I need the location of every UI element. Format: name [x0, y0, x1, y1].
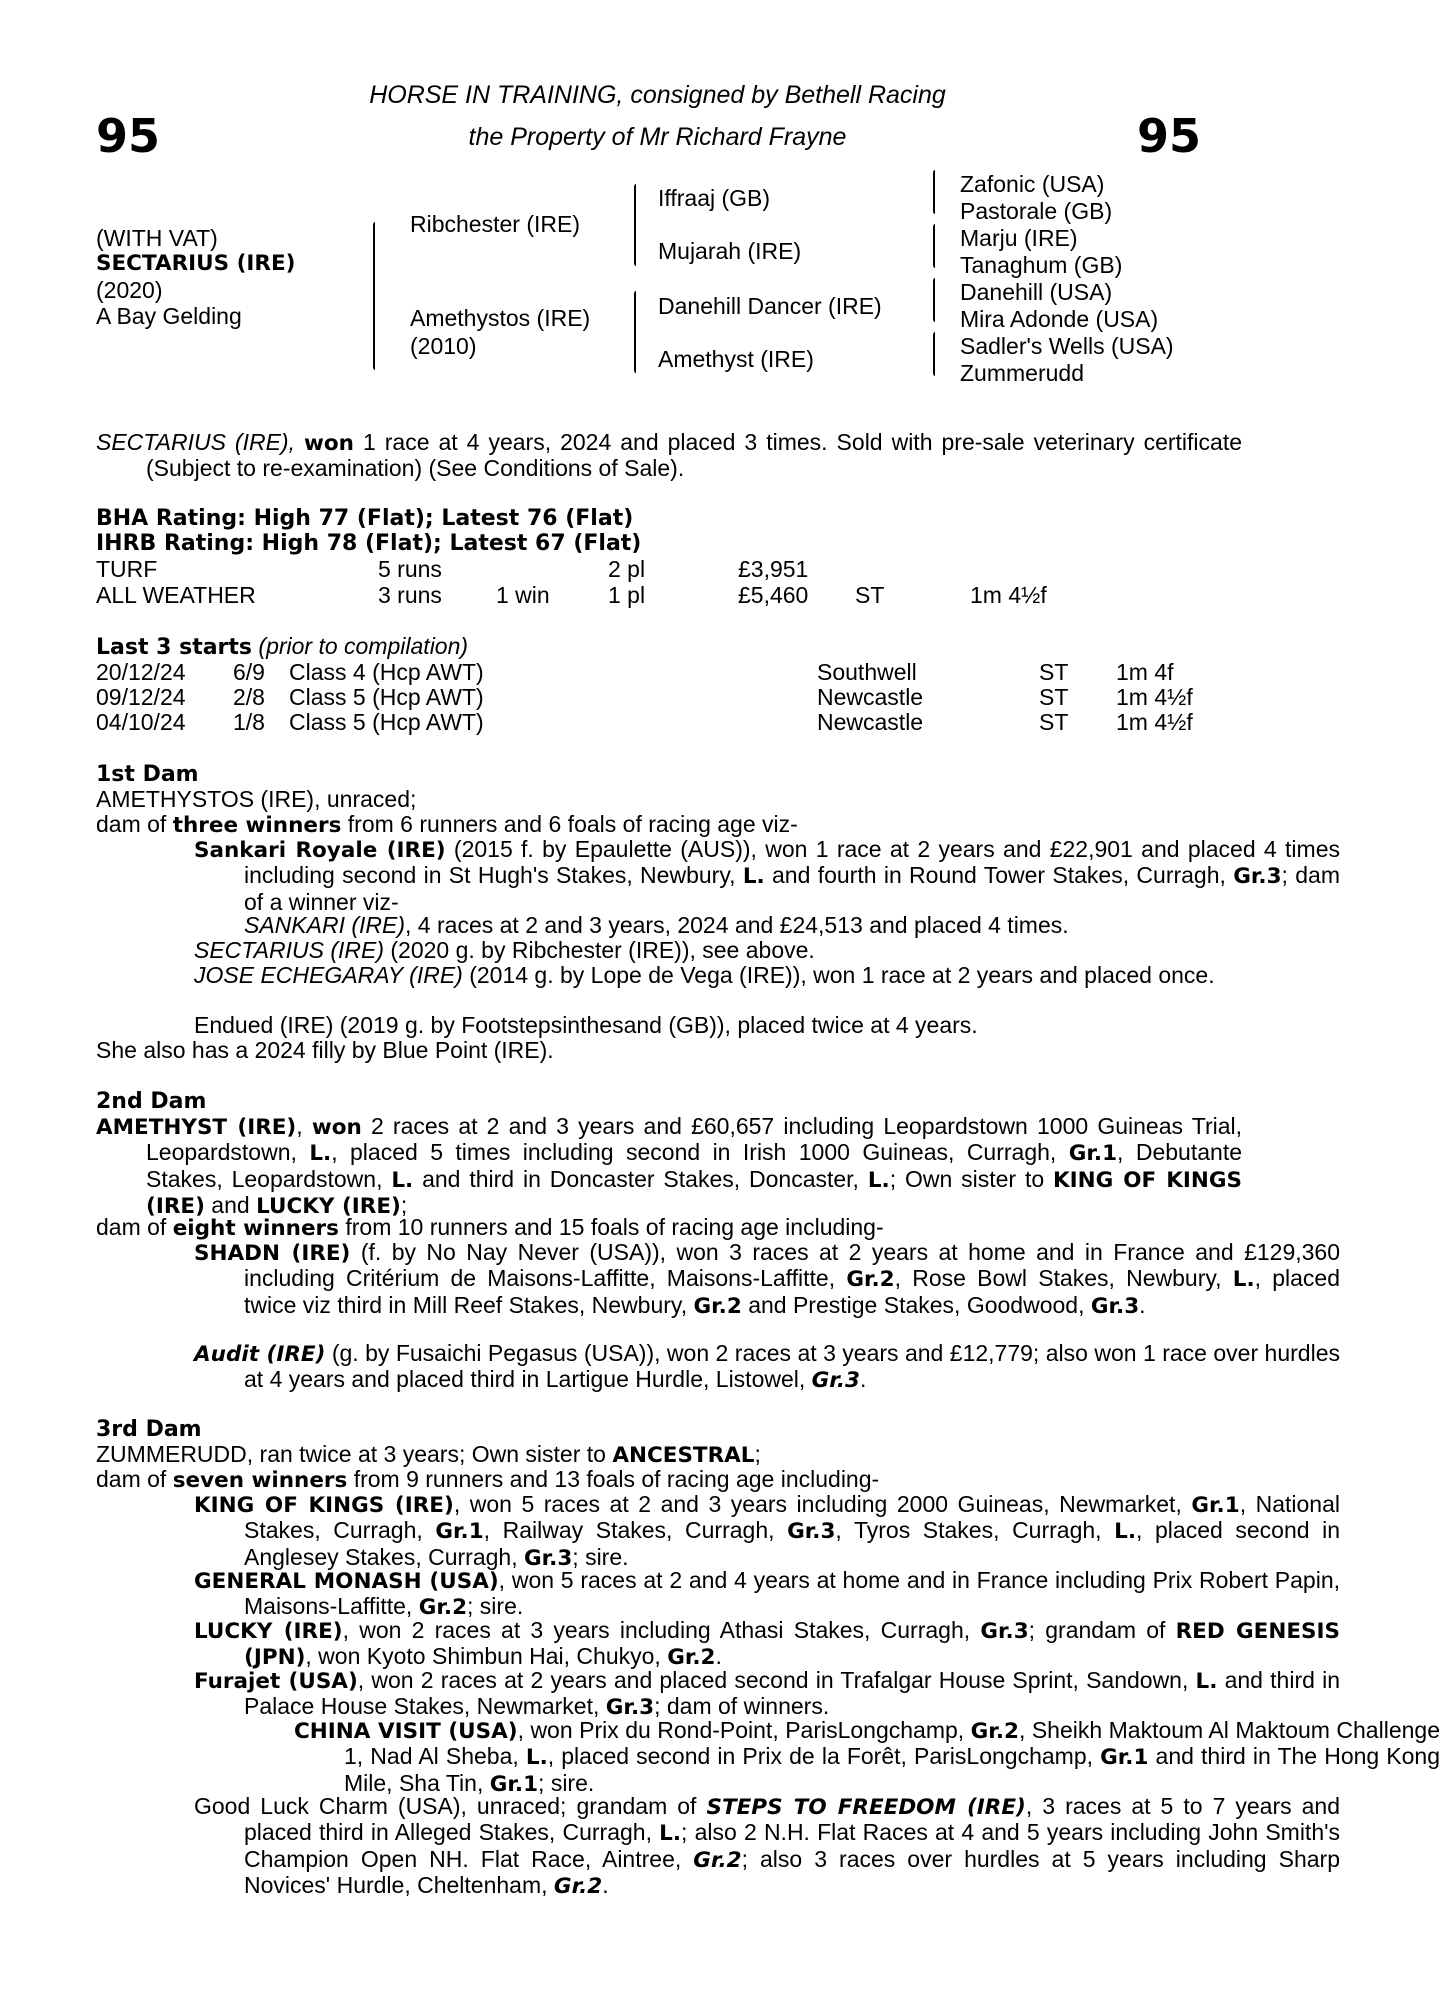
produce-sankari — [96, 913, 1390, 938]
grade-mark: Gr.1 — [1100, 1745, 1149, 1771]
text: , 3 races at 5 to 7 years and placed third in Alleged Stakes, Curragh, — [244, 1793, 1341, 1846]
produce-furajet — [96, 1668, 1340, 1721]
produce-endued: Endued (IRE) (2019 g. by Footstepsinthesand (GB)), placed twice at 4 years. — [194, 1012, 978, 1038]
text: dam of — [96, 1466, 173, 1492]
pedigree-g-2: Pastorale (GB) — [960, 198, 1113, 224]
text: ; also 2 N.H. Flat Races at 4 and 5 years including John Smith's Champion Open NH. Flat Race, Aintree, — [244, 1819, 1341, 1872]
text: , Sheikh Maktoum Al Maktoum Challenge 1, Nad Al Sheba, — [344, 1717, 1440, 1770]
first-dam-line: AMETHYSTOS (IRE), unraced; — [96, 786, 417, 812]
start-position: 2/8 — [233, 684, 265, 710]
text: (f. by No Nay Never (USA)), won 3 races at 2 years at home and in France and £129,360 including Critérium de Maisons-Laffitte, Maisons-Laffitte, — [244, 1239, 1341, 1292]
record-surface: TURF — [96, 556, 158, 582]
text: , Rose Bowl Stakes, Newbury, — [894, 1265, 1233, 1292]
ihrb-rating: IHRB Rating: High 78 (Flat); Latest 67 (Flat) — [96, 531, 642, 556]
first-dam-heading: 1st Dam — [96, 762, 199, 787]
pedigree-g-1: Zafonic (USA) — [960, 171, 1105, 197]
record-distance: 1m 4½f — [970, 582, 1047, 608]
pedigree-g-8: Zummerudd — [960, 360, 1084, 386]
start-class: Class 5 (Hcp AWT) — [289, 709, 484, 735]
listed-mark: L. — [742, 864, 765, 890]
grade-mark: Gr.3 — [523, 1545, 573, 1571]
pedigree-brace-main — [373, 222, 375, 370]
start-position: 1/8 — [233, 709, 265, 735]
second-dam-produce-line — [96, 1215, 884, 1241]
record-track: ST — [855, 582, 885, 608]
text: , won 5 races at 2 and 4 years at home and in France including Prix Robert Papin, Maisons-Laffitte, — [244, 1567, 1340, 1620]
text: ; — [400, 1191, 408, 1218]
grade-mark: Gr.3 — [1090, 1293, 1140, 1319]
third-dam-heading: 3rd Dam — [96, 1417, 202, 1442]
grade-mark: Gr.2 — [553, 1873, 603, 1899]
text: ; sire. — [538, 1769, 595, 1796]
listed-mark: L. — [867, 1167, 890, 1193]
record-runs: 5 runs — [378, 556, 442, 582]
text: , Tyros Stakes, Curragh, — [835, 1517, 1115, 1544]
text: , won 2 races at 2 years and placed second in Trafalgar House Sprint, Sandown, — [357, 1667, 1196, 1693]
pedigree-brace-sire — [634, 184, 636, 266]
text: dam of — [96, 811, 173, 837]
text: ; grandam of — [1028, 1617, 1176, 1643]
produce-sankari-royale — [96, 837, 1340, 915]
start-distance: 1m 4½f — [1116, 709, 1193, 735]
produce-name: CHINA VISIT (USA) — [294, 1719, 518, 1744]
relative-name: LUCKY (IRE) — [256, 1193, 401, 1219]
pedigree-dam: Amethystos (IRE) — [410, 305, 591, 331]
listed-mark: L. — [1195, 1669, 1218, 1694]
winners-count: three winners — [172, 813, 342, 838]
summary-horse-name: SECTARIUS (IRE), — [96, 429, 295, 455]
relative-name: STEPS TO FREEDOM (IRE) — [706, 1795, 1026, 1820]
grade-mark: Gr.3 — [811, 1368, 860, 1394]
text: , Debutante Stakes, Leopardstown, — [146, 1139, 1242, 1192]
text: from 6 runners and 6 foals of racing age viz- — [341, 811, 798, 837]
third-dam-line — [96, 1442, 761, 1468]
produce-name: SECTARIUS (IRE) — [194, 937, 384, 963]
text: and fourth in Round Tower Stakes, Curragh, — [764, 862, 1234, 889]
pedigree-g-5: Danehill (USA) — [960, 279, 1113, 305]
text: , placed 5 times including second in Irish 1000 Guineas, Curragh, — [331, 1139, 1069, 1166]
pedigree-g-3: Marju (IRE) — [960, 225, 1078, 251]
pedigree-dam-dam: Amethyst (IRE) — [658, 346, 814, 372]
grade-mark: Gr.3 — [1233, 864, 1282, 890]
dam-name: AMETHYST (IRE) — [96, 1115, 297, 1140]
text: ; dam of a winner viz- — [244, 862, 1340, 915]
produce-shadn — [96, 1240, 1340, 1319]
text: , National Stakes, Curragh, — [244, 1491, 1340, 1544]
listed-mark: L. — [391, 1167, 414, 1193]
vat-note: (WITH VAT) — [96, 225, 218, 251]
bha-rating: BHA Rating: High 77 (Flat); Latest 76 (Flat) — [96, 506, 634, 531]
pedigree-dam-sire: Danehill Dancer (IRE) — [658, 293, 882, 319]
text: ; dam of winners. — [654, 1693, 830, 1720]
header-consignor: HORSE IN TRAINING, consigned by Bethell Racing — [369, 81, 946, 109]
pedigree-brace-g2 — [933, 224, 935, 268]
listed-mark: L. — [1114, 1519, 1137, 1545]
start-course: Southwell — [817, 659, 917, 685]
text: , won 5 races at 2 and 3 years including 2000 Guineas, Newmarket, — [453, 1491, 1192, 1517]
text: ; also 3 races over hurdles at 5 years including Sharp Novices' Hurdle, Cheltenham, — [244, 1845, 1340, 1898]
listed-mark: L. — [659, 1821, 682, 1847]
first-dam-produce-line — [96, 812, 798, 838]
start-track: ST — [1039, 659, 1069, 685]
winners-count: eight winners — [172, 1216, 339, 1241]
start-class: Class 5 (Hcp AWT) — [289, 684, 484, 710]
text: and third in Doncaster Stakes, Doncaster, — [413, 1165, 868, 1192]
relative-name: KING OF KINGS (IRE) — [146, 1167, 1243, 1219]
horse-year: (2020) — [96, 277, 163, 303]
grade-mark: Gr.1 — [1068, 1141, 1118, 1167]
produce-filly-note: She also has a 2024 filly by Blue Point (IRE). — [96, 1037, 554, 1063]
grade-mark: Gr.2 — [693, 1293, 742, 1319]
horse-description: A Bay Gelding — [96, 303, 242, 329]
pedigree-brace-g3 — [933, 278, 935, 322]
start-date: 20/12/24 — [96, 659, 186, 685]
text: . — [859, 1366, 867, 1393]
lot-number-right: 95 — [1136, 109, 1201, 163]
produce-name: LUCKY (IRE) — [194, 1619, 343, 1644]
won: won — [311, 1115, 362, 1140]
text: from 9 runners and 13 foals of racing age including- — [347, 1466, 880, 1492]
grade-mark: Gr.1 — [489, 1771, 539, 1797]
text: Good Luck Charm (USA), unraced; grandam of — [194, 1793, 707, 1819]
text: , won 2 races at 3 years including Athasi Stakes, Curragh, — [342, 1617, 981, 1643]
produce-good-luck-charm — [96, 1794, 1340, 1899]
start-distance: 1m 4f — [1116, 659, 1174, 685]
pedigree-brace-g1 — [933, 170, 935, 214]
text: , placed second in Anglesey Stakes, Curragh, — [244, 1517, 1341, 1570]
summary-won: won — [304, 431, 354, 456]
produce-name: KING OF KINGS (IRE) — [194, 1493, 454, 1518]
text: from 10 runners and 15 foals of racing age including- — [338, 1214, 884, 1240]
text: 2 races at 2 and 3 years and £60,657 including Leopardstown 1000 Guineas Trial, Leopardstown, — [146, 1113, 1243, 1166]
last-starts-heading — [96, 634, 468, 660]
last-starts-title: Last 3 starts — [96, 635, 253, 660]
second-dam-heading: 2nd Dam — [96, 1089, 207, 1114]
record-placings: 1 pl — [608, 582, 646, 608]
text: , placed twice viz third in Mill Reef Stakes, Newbury, — [244, 1265, 1340, 1318]
pedigree-brace-g4 — [933, 332, 935, 376]
text: (g. by Fusaichi Pegasus (USA)), won 2 races at 3 years and £12,779; also won 1 race over hurdles at 4 years and placed third in Lartigue Hurdle, Listowel, — [244, 1340, 1340, 1393]
text: and Prestige Stakes, Goodwood, — [741, 1291, 1091, 1318]
text: ZUMMERUDD, ran twice at 3 years; Own sister to — [96, 1441, 613, 1467]
horse-name: SECTARIUS (IRE) — [96, 251, 296, 276]
relative-name: ANCESTRAL — [612, 1443, 755, 1468]
start-date: 09/12/24 — [96, 684, 186, 710]
produce-general-monash — [96, 1568, 1340, 1621]
start-track: ST — [1039, 709, 1069, 735]
produce-china-visit — [96, 1718, 1440, 1797]
start-class: Class 4 (Hcp AWT) — [289, 659, 484, 685]
record-wins: 1 win — [496, 582, 550, 608]
produce-lucky — [96, 1618, 1340, 1671]
text: (2014 g. by Lope de Vega (IRE)), won 1 race at 2 years and placed once. — [462, 962, 1215, 988]
text: ; Own sister to — [889, 1165, 1054, 1192]
produce-name: Furajet (USA) — [194, 1669, 358, 1694]
record-surface: ALL WEATHER — [96, 582, 256, 608]
pedigree-g-4: Tanaghum (GB) — [960, 252, 1123, 278]
grade-mark: Gr.1 — [1191, 1493, 1240, 1518]
record-runs: 3 runs — [378, 582, 442, 608]
produce-sectarius — [96, 938, 1340, 963]
last-starts-note: (prior to compilation) — [252, 633, 469, 659]
pedigree-g-7: Sadler's Wells (USA) — [960, 333, 1174, 359]
grade-mark: Gr.3 — [605, 1695, 655, 1721]
text: . — [1139, 1291, 1146, 1318]
text: ; sire. — [572, 1543, 629, 1570]
listed-mark: L. — [525, 1745, 548, 1771]
text: ; — [754, 1441, 761, 1467]
text: and third in Palace House Stakes, Newmarket, — [244, 1667, 1340, 1720]
grade-mark: Gr.3 — [787, 1519, 836, 1545]
grade-mark: Gr.2 — [970, 1719, 1019, 1744]
header-owner: the Property of Mr Richard Frayne — [468, 123, 847, 151]
text: and third in The Hong Kong Mile, Sha Tin, — [344, 1743, 1440, 1796]
winners-count: seven winners — [172, 1468, 348, 1493]
produce-audit — [96, 1341, 1340, 1394]
start-distance: 1m 4½f — [1116, 684, 1193, 710]
text: (2015 f. by Epaulette (AUS)), won 1 race at 2 years and £22,901 and placed 4 times including second in St Hugh's Stakes, Newbury, — [244, 836, 1340, 889]
relative-name: RED GENESIS (JPN) — [244, 1619, 1340, 1671]
pedigree-sire-dam: Mujarah (IRE) — [658, 238, 802, 264]
start-date: 04/10/24 — [96, 709, 186, 735]
record-placings: 2 pl — [608, 556, 646, 582]
produce-name: GENERAL MONASH (USA) — [194, 1569, 499, 1594]
text: , 4 races at 2 and 3 years, 2024 and £24,513 and placed 4 times. — [405, 912, 1069, 938]
grade-mark: Gr.1 — [435, 1519, 484, 1545]
listed-mark: L. — [1232, 1267, 1255, 1293]
race-summary — [96, 430, 1242, 482]
pedigree-sire-sire: Iffraaj (GB) — [658, 185, 771, 211]
produce-name: JOSE ECHEGARAY (IRE) — [194, 962, 463, 988]
start-track: ST — [1039, 684, 1069, 710]
start-course: Newcastle — [817, 684, 924, 710]
produce-name: Sankari Royale (IRE) — [194, 838, 446, 863]
produce-name: Audit (IRE) — [194, 1342, 326, 1367]
produce-name: SHADN (IRE) — [194, 1241, 351, 1266]
grade-mark: Gr.2 — [846, 1267, 895, 1293]
grade-mark: Gr.2 — [667, 1645, 716, 1671]
grade-mark: Gr.2 — [693, 1847, 742, 1873]
text: dam of — [96, 1214, 173, 1240]
grade-mark: Gr.2 — [418, 1595, 468, 1621]
text: , Railway Stakes, Curragh, — [483, 1517, 788, 1544]
text: ; sire. — [467, 1593, 524, 1620]
produce-name: SANKARI (IRE) — [244, 912, 406, 938]
listed-mark: L. — [309, 1141, 332, 1167]
pedigree-g-6: Mira Adonde (USA) — [960, 306, 1159, 332]
pedigree-sire: Ribchester (IRE) — [410, 211, 580, 237]
text: and — [204, 1191, 257, 1218]
horse-block — [96, 225, 295, 329]
text: , won Prix du Rond-Point, ParisLongchamp, — [517, 1717, 971, 1743]
pedigree-brace-dam — [634, 291, 636, 373]
summary-text: 1 race at 4 years, 2024 and placed 3 times. Sold with pre-sale veterinary certificate (Subject to re-examination) (See Conditions of Sale). — [146, 429, 1242, 482]
text: (2020 g. by Ribchester (IRE)), see above. — [383, 937, 815, 963]
produce-king-of-kings — [96, 1492, 1340, 1571]
record-prize: £3,951 — [738, 556, 809, 582]
start-position: 6/9 — [233, 659, 265, 685]
grade-mark: Gr.3 — [980, 1619, 1029, 1644]
record-prize: £5,460 — [738, 582, 809, 608]
second-dam-record: AMETHYST (IRE), won 2 races at 2 and 3 years and £60,657 including Leopardstown 1000 Guineas Trial, Leopardstown, L., placed 5 times including second in Irish 1000 Guineas, Curragh, Gr.1, Debutante Stakes, Leopardstown, L. and third in Doncaster Stakes, Doncaster, L.; Own sister to KING OF KINGS (IRE) and LUCKY (IRE); — [96, 1113, 1243, 1219]
text: , won Kyoto Shimbun Hai, Chukyo, — [305, 1643, 668, 1670]
third-dam-produce-line — [96, 1467, 879, 1493]
text: . — [715, 1643, 722, 1670]
lot-number-left: 95 — [96, 109, 161, 163]
text: . — [602, 1871, 609, 1898]
produce-jose-echegaray — [96, 963, 1340, 988]
pedigree-dam-year: (2010) — [410, 333, 477, 359]
text: , placed second in Prix de la Forêt, ParisLongchamp, — [547, 1743, 1101, 1770]
start-course: Newcastle — [817, 709, 924, 735]
